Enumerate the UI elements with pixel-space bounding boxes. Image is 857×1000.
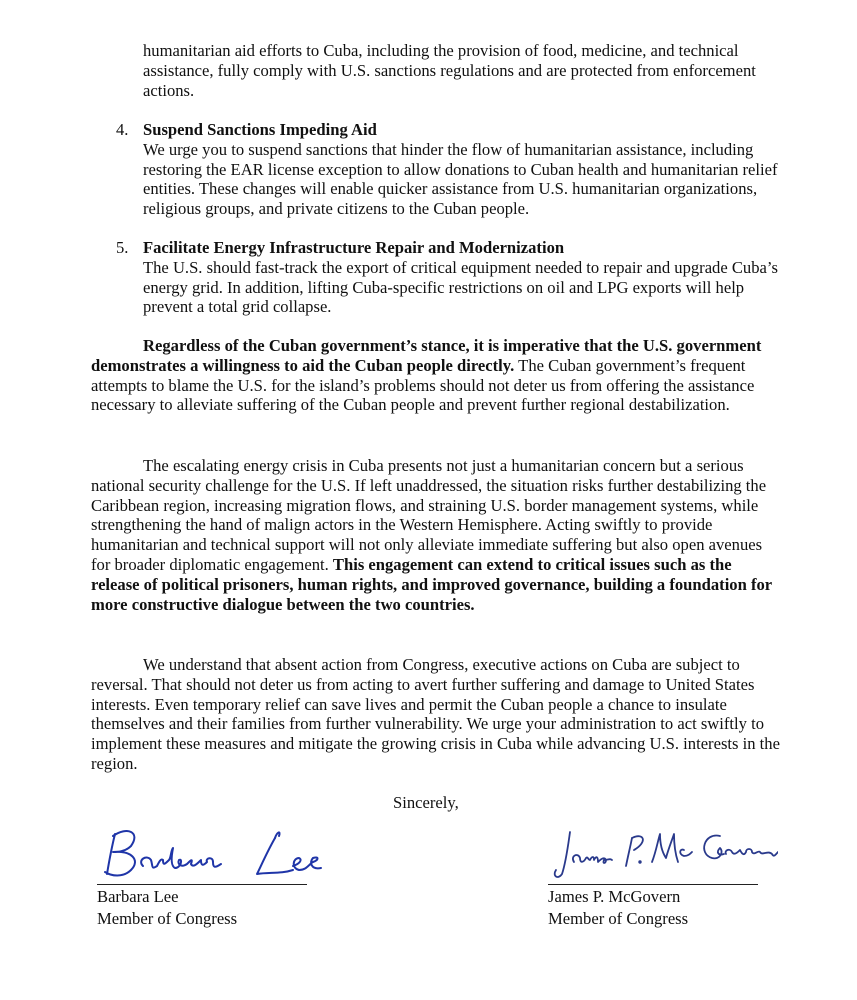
handwritten-signature: [97, 822, 327, 884]
paragraph-bold-lead: Regardless of the Cuban government’s stance, it is imperative that the U.S. government demonstrates a willingness to aid the Cuban people directly.: [91, 336, 762, 375]
list-item-body: We urge you to suspend sanctions that hinder the flow of humanitarian assistance, including restoring the EAR license exception to allow donations to Cuban health and humanitarian relief entities. These changes will enable quicker assistance from U.S. humanitarian organizations, religious groups, and private citizens to the Cuban people.: [143, 139, 778, 219]
paragraph-text: We understand that absent action from Congress, executive actions on Cuba are subject to reversal. That should not deter us from acting to avert further suffering and damage to United States interests. Even temporary relief can save lives and permit the Cuban people a chance to insulate themselves and their families from further vulnerability. We urge your administration to act swiftly to implement these measures and mitigate the growing crisis in Cuba while advancing U.S. interests in the region.: [91, 655, 780, 773]
body-paragraph: [91, 655, 781, 774]
paragraph-body: The escalating energy crisis in Cuba presents not just a humanitarian concern but a serious national security challenge for the U.S. If left unaddressed, the situation risks further destabilizing the Caribbean region, increasing migration flows, and straining U.S. border management systems, while strengthening the hand of malign actors in the Western Hemisphere. Acting swiftly to provide humanitarian and technical support will not only alleviate immediate suffering but also open avenues for broader diplomatic engagement.: [91, 456, 767, 574]
list-item-number: 4.: [116, 120, 129, 139]
signer-name: Barbara Lee: [97, 887, 179, 906]
list-item-heading: Facilitate Energy Infrastructure Repair and Modernization: [143, 238, 565, 257]
list-item-header: [116, 120, 783, 140]
signature-block-1: [97, 822, 327, 929]
signer-name: James P. McGovern: [548, 887, 681, 906]
paragraph-text: [91, 336, 781, 415]
continued-item-text: humanitarian aid efforts to Cuba, including the provision of food, medicine, and technical assistance, fully comply with U.S. sanctions regulations and are protected from enforcement actions.: [143, 41, 756, 100]
paragraph-bold-tail: This engagement can extend to critical issues such as the release of political prisoners, human rights, and improved governance, building a foundation for more constructive dialogue between the two countries.: [91, 554, 772, 614]
closing-text: Sincerely,: [393, 793, 459, 812]
signature-block-2: [548, 822, 778, 929]
signer-title: Member of Congress: [97, 908, 238, 928]
list-item-4: [116, 120, 783, 219]
closing: [393, 793, 459, 813]
body-paragraph: [91, 336, 781, 415]
paragraph-body: The Cuban government’s frequent attempts to blame the U.S. for the island’s problems should not deter us from offering the assistance necessary to alleviate suffering of the Cuban people and prevent further regional destabilization.: [91, 355, 755, 415]
list-item-5: [116, 238, 783, 317]
continued-list-item: [143, 41, 783, 100]
handwritten-signature: [548, 822, 778, 884]
signature-line: [97, 884, 307, 885]
list-item-body: The U.S. should fast-track the export of critical equipment needed to repair and upgrade Cuba’s energy grid. In addition, lifting Cuba-specific restrictions on oil and LPG exports will help prevent a total grid collapse.: [143, 257, 778, 317]
list-item-number: 5.: [116, 238, 129, 257]
list-item-heading: Suspend Sanctions Impeding Aid: [143, 120, 377, 139]
signer-title: Member of Congress: [548, 908, 689, 928]
body-paragraph: [91, 456, 781, 614]
signature-line: [548, 884, 758, 885]
paragraph-text: [91, 456, 781, 614]
list-item-header: [116, 238, 783, 258]
